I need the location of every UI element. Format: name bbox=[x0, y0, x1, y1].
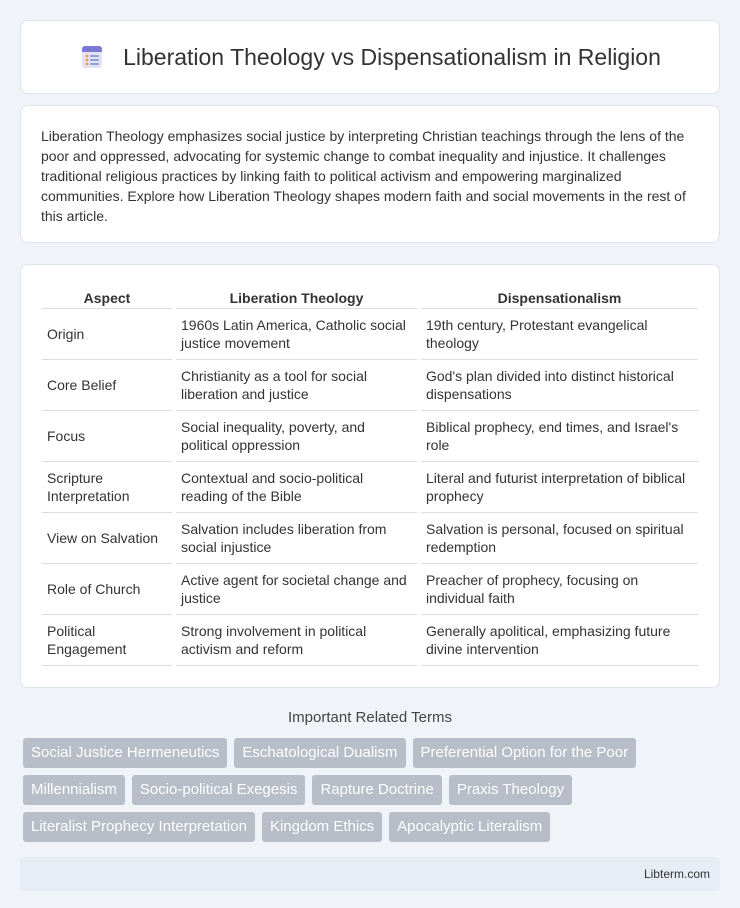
table-row bbox=[42, 309, 698, 360]
related-term-tag[interactable]: Praxis Theology bbox=[449, 775, 572, 805]
table-row bbox=[42, 564, 698, 615]
related-term-tag[interactable]: Kingdom Ethics bbox=[262, 812, 382, 842]
column-header-liberation: Liberation Theology bbox=[176, 285, 417, 309]
related-terms-title: Important Related Terms bbox=[288, 709, 452, 726]
related-term-tag[interactable]: Millennialism bbox=[23, 775, 125, 805]
table-cell-liberation: Active agent for societal change and justice bbox=[176, 564, 417, 615]
table-cell-dispensationalism: God's plan divided into distinct historical dispensations bbox=[421, 360, 698, 411]
table-row bbox=[42, 615, 698, 666]
table-cell-liberation: Contextual and socio-political reading of the Bible bbox=[176, 462, 417, 513]
related-term-tag[interactable]: Eschatological Dualism bbox=[234, 738, 405, 768]
footer bbox=[20, 857, 720, 891]
related-terms-list bbox=[20, 738, 720, 842]
intro-card bbox=[20, 105, 720, 243]
related-term-tag[interactable]: Socio-political Exegesis bbox=[132, 775, 306, 805]
table-header-row bbox=[42, 285, 698, 309]
table-cell-aspect: Scripture Interpretation bbox=[42, 462, 172, 513]
table-row bbox=[42, 513, 698, 564]
intro-text: Liberation Theology emphasizes social justice by interpreting Christian teachings through the lens of the poor and oppressed, advocating for systemic change to combat inequality and injustice. It challenges traditional religious practices by linking faith to political activism and empowering marginalized communities. Explore how Liberation Theology shapes modern faith and social movements in the rest of this article. bbox=[41, 128, 686, 224]
table-row bbox=[42, 462, 698, 513]
table-row bbox=[42, 411, 698, 462]
table-cell-liberation: Christianity as a tool for social liberation and justice bbox=[176, 360, 417, 411]
title-card bbox=[20, 20, 720, 94]
table-cell-aspect: Origin bbox=[42, 309, 172, 360]
comparison-table-card bbox=[20, 264, 720, 688]
related-term-tag[interactable]: Preferential Option for the Poor bbox=[413, 738, 637, 768]
table-row bbox=[42, 360, 698, 411]
table-cell-dispensationalism: Salvation is personal, focused on spiritual redemption bbox=[421, 513, 698, 564]
related-term-tag[interactable]: Literalist Prophecy Interpretation bbox=[23, 812, 255, 842]
table-cell-liberation: Salvation includes liberation from social injustice bbox=[176, 513, 417, 564]
related-term-tag[interactable]: Rapture Doctrine bbox=[312, 775, 441, 805]
related-term-tag[interactable]: Apocalyptic Literalism bbox=[389, 812, 550, 842]
table-cell-dispensationalism: Preacher of prophecy, focusing on individual faith bbox=[421, 564, 698, 615]
table-cell-liberation: 1960s Latin America, Catholic social justice movement bbox=[176, 309, 417, 360]
comparison-table bbox=[38, 285, 702, 666]
table-cell-dispensationalism: Biblical prophecy, end times, and Israel's role bbox=[421, 411, 698, 462]
column-header-dispensationalism: Dispensationalism bbox=[421, 285, 698, 309]
table-cell-liberation: Social inequality, poverty, and political oppression bbox=[176, 411, 417, 462]
table-cell-dispensationalism: 19th century, Protestant evangelical theology bbox=[421, 309, 698, 360]
table-cell-dispensationalism: Literal and futurist interpretation of biblical prophecy bbox=[421, 462, 698, 513]
document-icon bbox=[79, 44, 105, 70]
table-cell-dispensationalism: Generally apolitical, emphasizing future divine intervention bbox=[421, 615, 698, 666]
table-cell-aspect: Role of Church bbox=[42, 564, 172, 615]
table-cell-aspect: Core Belief bbox=[42, 360, 172, 411]
column-header-aspect: Aspect bbox=[42, 285, 172, 309]
footer-site-link[interactable]: Libterm.com bbox=[643, 867, 710, 881]
related-term-tag[interactable]: Social Justice Hermeneutics bbox=[23, 738, 227, 768]
table-cell-aspect: Political Engagement bbox=[42, 615, 172, 666]
page-title: Liberation Theology vs Dispensationalism in Religion bbox=[123, 43, 661, 70]
table-cell-aspect: View on Salvation bbox=[42, 513, 172, 564]
table-cell-aspect: Focus bbox=[42, 411, 172, 462]
table-cell-liberation: Strong involvement in political activism and reform bbox=[176, 615, 417, 666]
